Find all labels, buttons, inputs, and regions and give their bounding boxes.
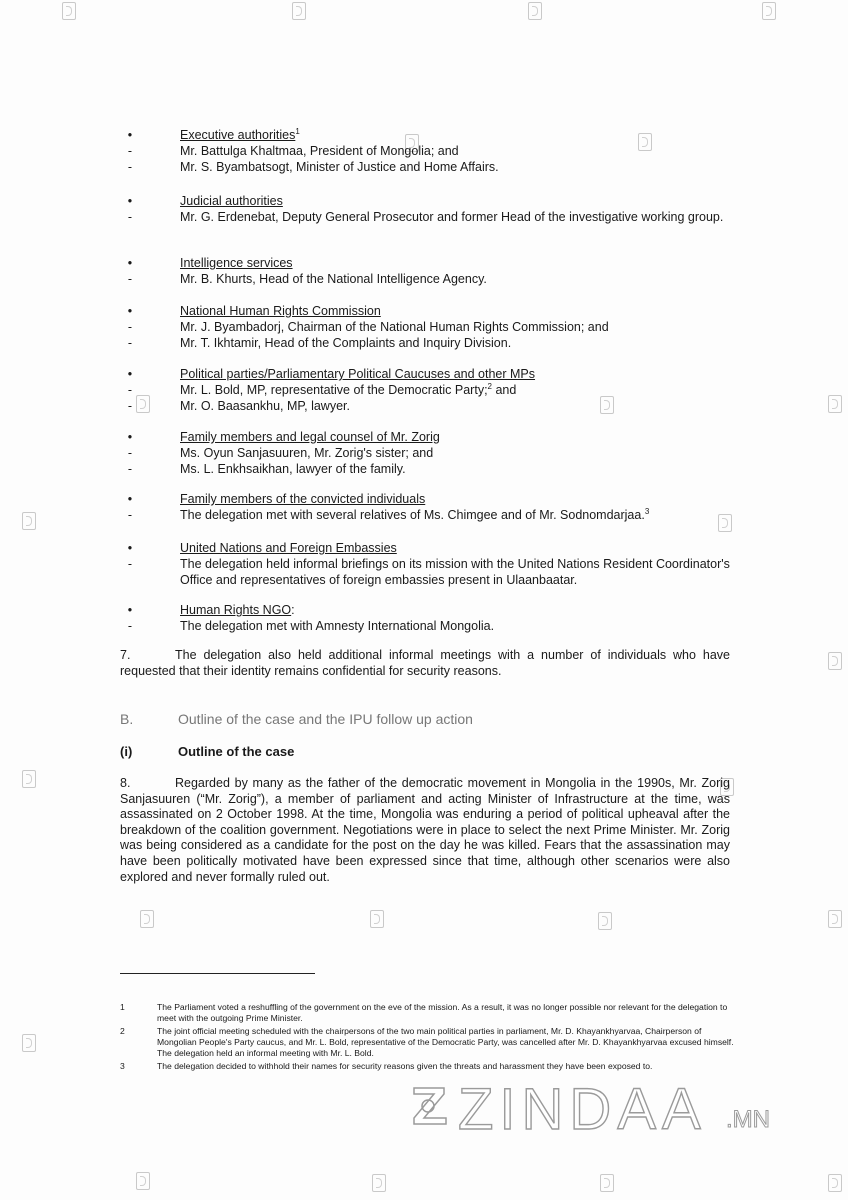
watermark-word: ZINDAA xyxy=(458,1077,707,1142)
category-heading: Family members and legal counsel of Mr. Zorig xyxy=(180,430,440,444)
category-heading: Human Rights NGO xyxy=(180,603,292,617)
list-item: Mr. Battulga Khaltmaa, President of Mongolia; and xyxy=(180,144,459,158)
category-heading: Intelligence services xyxy=(180,256,293,270)
list-item: The delegation met with Amnesty International Mongolia. xyxy=(180,619,495,633)
section-title: Outline of the case and the IPU follow up action xyxy=(178,711,473,727)
category-heading: National Human Rights Commission xyxy=(180,304,381,318)
category-heading: Political parties/Parliamentary Political Caucuses and other MPs xyxy=(180,367,536,381)
footnote-ref: 3 xyxy=(644,506,650,516)
watermark-icon xyxy=(140,910,154,928)
paragraph-7 xyxy=(120,648,730,679)
watermark-icon xyxy=(828,1174,842,1192)
watermark-icon xyxy=(600,1174,614,1192)
footnote xyxy=(120,1061,740,1072)
category-heading: United Nations and Foreign Embassies xyxy=(180,541,397,555)
watermark-icon xyxy=(598,912,612,930)
footnote-number: 2 xyxy=(120,1026,125,1036)
list-item: Mr. T. Ikhtamir, Head of the Complaints and Inquiry Division. xyxy=(180,336,512,350)
watermark-tld: .MN xyxy=(726,1106,770,1133)
category-nhrc: • National Human Rights Commission - Mr. J. Byambadorj, Chairman of the National Human Rights Commission; and - Mr. T. Ikhtamir, Head of the Complaints and Inquiry Division. xyxy=(127,304,609,350)
watermark-icon xyxy=(136,1172,150,1190)
watermark-icon xyxy=(22,770,36,788)
list-item: The delegation met with several relatives of Ms. Chimgee and of Mr. Sodnomdarjaa. xyxy=(180,508,645,522)
list-item: Ms. Oyun Sanjasuuren, Mr. Zorig's sister; and xyxy=(180,446,434,460)
category-ngo: • Human Rights NGO: - The delegation met with Amnesty International Mongolia. xyxy=(127,603,495,633)
section-heading xyxy=(120,711,730,727)
watermark-icon xyxy=(828,395,842,413)
category-heading: Executive authorities xyxy=(180,128,296,142)
category-heading: Family members of the convicted individuals xyxy=(180,492,426,506)
list-item: Mr. S. Byambatsogt, Minister of Justice and Home Affairs. xyxy=(180,160,499,174)
watermark-icon xyxy=(62,2,76,20)
footnote-text: The Parliament voted a reshuffling of the government on the eve of the mission. As a result, it was no longer possible nor relevant for the delegation to meet with the outgoing Prime Minister. xyxy=(157,1002,728,1023)
category-executive: • Executive authorities$^1$ - Mr. Battulga Khaltmaa, President of Mongolia; and - Mr. S. Byambatsogt, Minister of Justice and Home Affairs. xyxy=(127,126,499,174)
watermark-icon xyxy=(828,652,842,670)
category-heading: Judicial authorities xyxy=(180,194,283,208)
watermark-icon xyxy=(528,2,542,20)
footnote-text: The joint official meeting scheduled with the chairpersons of the two main political parties in parliament, Mr. D. Khayankhyarvaa, Chairperson of Mongolian People's Party caucus, and Mr. L. Bold, representative of the Democratic Party, was cancelled after Mr. D. Khayankhyarvaa excused himself. The delegation held an informal meeting with Mr. L. Bold. xyxy=(157,1026,734,1058)
watermark-icon xyxy=(22,512,36,530)
watermark-icon xyxy=(372,1174,386,1192)
zindaa-logo-icon xyxy=(408,1080,454,1130)
footnote xyxy=(120,1026,740,1059)
list-item: Mr. L. Bold, MP, representative of the Democratic Party; xyxy=(180,383,488,397)
watermark-icon xyxy=(828,910,842,928)
paragraph-text: Regarded by many as the father of the democratic movement in Mongolia in the 1990s, Mr. Zorig Sanjasuuren (“Mr. Zorig”), a member of parliament and acting Minister of Infrastructure at the time, was assassinated on 2 October 1998. At the time, Mongolia was enduring a period of political upheaval after the breakdown of the coalition government. Negotiations were in place to select the next Prime Minister. Mr. Zorig was being considered as a candidate for the post on the day he was killed. Fears that the assassination may have been politically motivated have been expressed since that time, although other scenarios were also explored and never formally ruled out. xyxy=(120,776,730,884)
list-item: Ms. L. Enkhsaikhan, lawyer of the family. xyxy=(180,462,406,476)
watermark-icon xyxy=(292,2,306,20)
section-label: B. xyxy=(120,711,134,727)
footnote-ref: 1 xyxy=(295,126,300,136)
category-family-convicted: • Family members of the convicted individuals - The delegation met with several relatives of Ms. Chimgee and of Mr. Sodnomdarjaa.$^3$ xyxy=(127,492,650,522)
footnote-ref: 2 xyxy=(487,381,492,391)
zindaa-watermark-logo xyxy=(408,1076,788,1140)
footnote xyxy=(120,1002,740,1024)
subsection-heading xyxy=(120,744,294,759)
paragraph-number: 8. xyxy=(120,776,131,790)
watermark-icon xyxy=(370,910,384,928)
subsection-title: Outline of the case xyxy=(178,744,295,759)
paragraph-number: 7. xyxy=(120,648,131,662)
list-item: Mr. O. Baasankhu, MP, lawyer. xyxy=(180,399,350,413)
category-un-embassies: • United Nations and Foreign Embassies - The delegation held informal briefings on its mission with the United Nations Resident Coordinator's Office and representatives of foreign embassies present in Ulaanbaatar. xyxy=(127,541,730,587)
subsection-label: (i) xyxy=(120,744,133,759)
footnote-separator xyxy=(120,973,315,974)
list-item: Mr. J. Byambadorj, Chairman of the National Human Rights Commission; and xyxy=(180,320,609,334)
footnote-number: 3 xyxy=(120,1061,125,1071)
list-item: Mr. B. Khurts, Head of the National Intelligence Agency. xyxy=(180,272,487,286)
list-item: The delegation held informal briefings on its mission with the United Nations Resident Coordinator's Office and representatives of foreign embassies present in Ulaanbaatar. xyxy=(180,557,730,587)
watermark-icon xyxy=(22,1034,36,1052)
list-item: Mr. G. Erdenebat, Deputy General Prosecutor and former Head of the investigative working group. xyxy=(180,210,724,224)
category-family-zorig: • Family members and legal counsel of Mr. Zorig - Ms. Oyun Sanjasuuren, Mr. Zorig's sister; and - Ms. L. Enkhsaikhan, lawyer of the family. xyxy=(127,430,440,476)
category-judicial: • Judicial authorities - Mr. G. Erdenebat, Deputy General Prosecutor and former Head of the investigative working group. xyxy=(127,194,724,224)
watermark-icon xyxy=(762,2,776,20)
footnote-number: 1 xyxy=(120,1002,125,1012)
paragraph-text: The delegation also held additional informal meetings with a number of individuals who have requested that their identity remains confidential for security reasons. xyxy=(120,648,730,678)
category-intelligence: • Intelligence services - Mr. B. Khurts, Head of the National Intelligence Agency. xyxy=(127,256,487,286)
paragraph-8 xyxy=(120,776,730,885)
category-political-parties: • Political parties/Parliamentary Political Caucuses and other MPs - Mr. L. Bold, MP, representative of the Democratic Party;$^2$ and - Mr. O. Baasankhu, MP, lawyer. xyxy=(127,367,536,413)
footnote-text: The delegation decided to withhold their names for security reasons given the threats and harassment they have been exposed to. xyxy=(157,1061,653,1071)
